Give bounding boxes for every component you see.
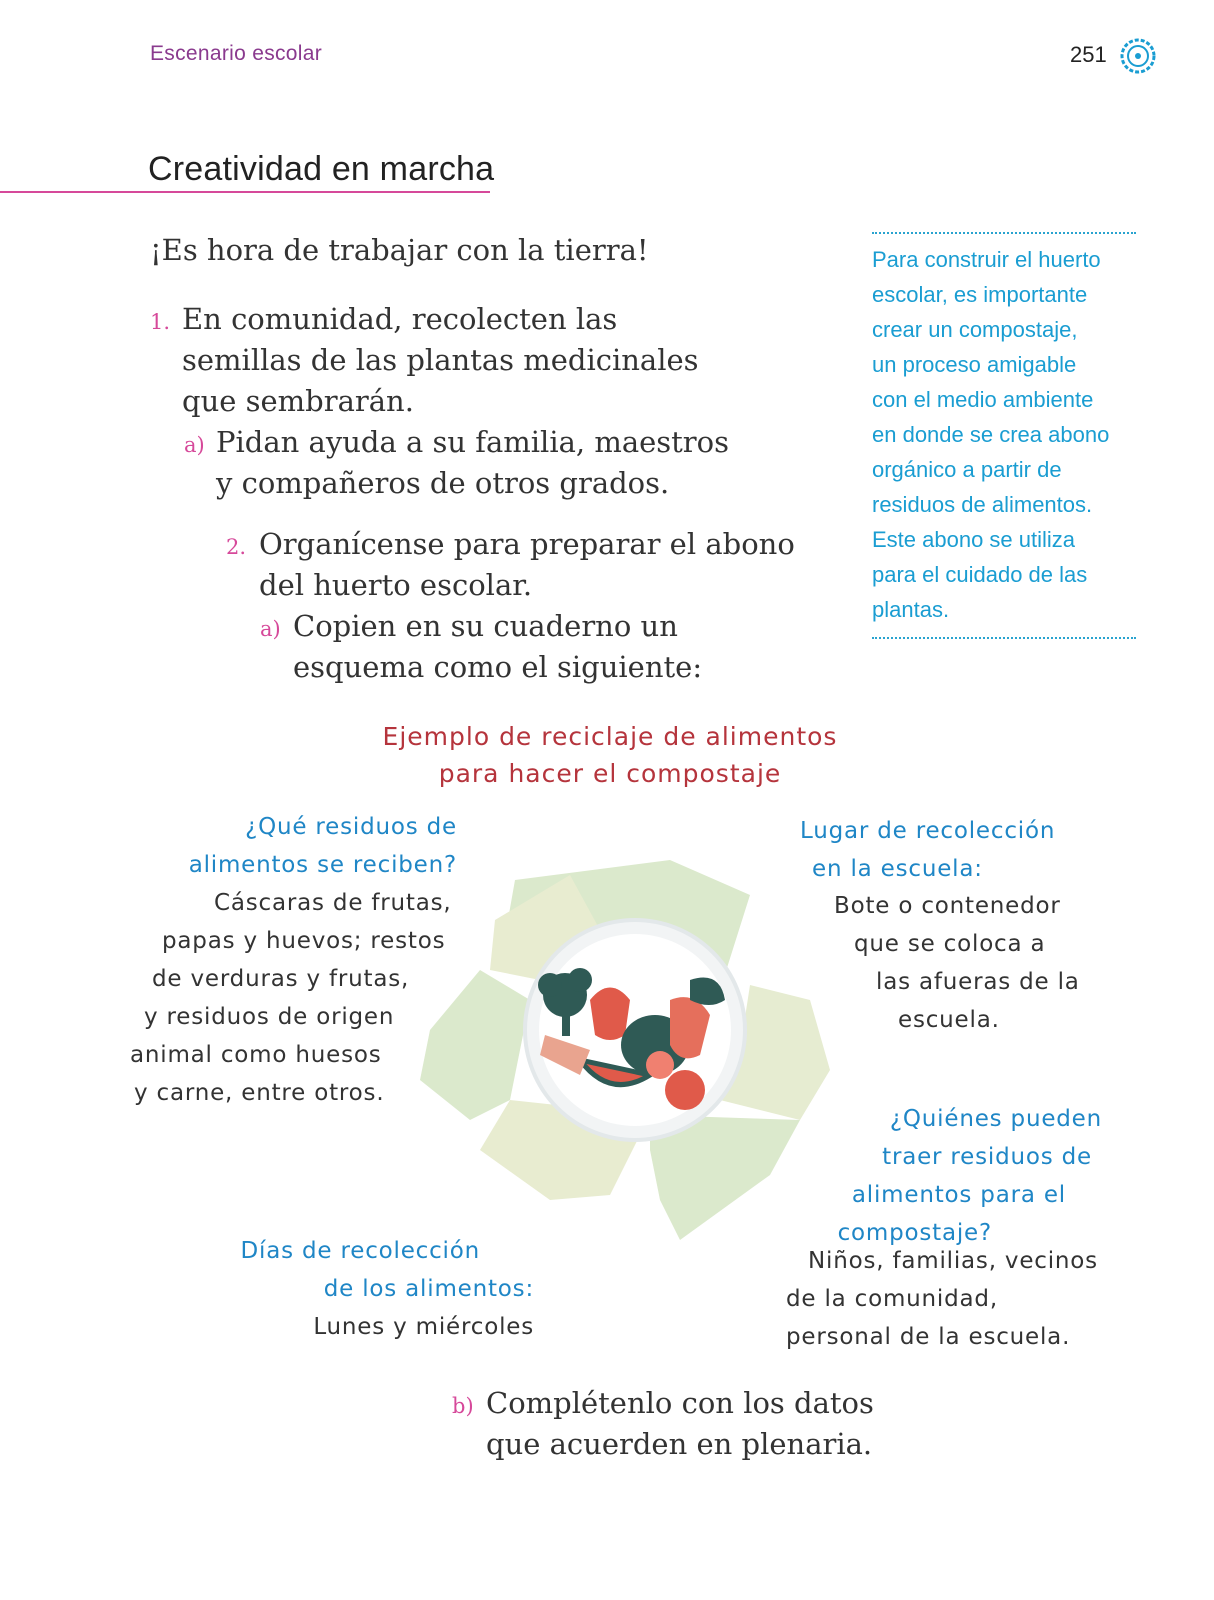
page-number: 251 xyxy=(1070,42,1107,67)
question-collection-days: Días de recolección de los alimentos: xyxy=(240,1238,534,1302)
step-2a-letter: a) xyxy=(260,617,281,641)
note-line: plantas. xyxy=(872,597,950,622)
note-line: escolar, es importante xyxy=(872,282,1088,307)
note-line: en donde se crea abono xyxy=(872,422,1110,447)
answer-collection-days: Lunes y miércoles xyxy=(313,1314,534,1340)
step-2a-text: Copien en su cuaderno un esquema como el siguiente: xyxy=(293,609,703,684)
answer-who-brings: Niños, familias, vecinos de la comunidad, personal de la escuela. xyxy=(786,1248,1098,1350)
step-2b-text: Complétenlo con los datos que acuerden en plenaria. xyxy=(486,1386,874,1461)
step-1-text: En comunidad, recolecten las semillas de las plantas medicinales que sembrarán. xyxy=(182,302,699,418)
note-line: un proceso amigable xyxy=(872,352,1077,377)
answer-collection-place: Bote o contenedor que se coloca a las afueras de la escuela. xyxy=(834,893,1080,1033)
question-food-waste: ¿Qué residuos de alimentos se reciben? xyxy=(188,814,457,878)
note-line: crear un compostaje, xyxy=(872,317,1078,342)
note-line: Para construir el huerto xyxy=(872,247,1101,272)
question-who-brings: ¿Quiénes pueden traer residuos de alimentos para el compostaje? xyxy=(837,1106,1102,1246)
question-collection-place: Lugar de recolección en la escuela: xyxy=(800,818,1056,882)
step-1-number: 1. xyxy=(150,310,171,334)
title-underline xyxy=(0,191,490,193)
sidebar-note xyxy=(872,232,1136,639)
page-title: Creatividad en marcha xyxy=(148,150,495,188)
diagram-title: Ejemplo de reciclaje de alimentos para hacer el compostaje xyxy=(382,722,838,788)
note-line: con el medio ambiente xyxy=(872,387,1094,412)
step-2-text: Organícense para preparar el abono del huerto escolar. xyxy=(259,527,795,602)
page-badge-icon xyxy=(1120,38,1156,74)
step-2b-letter: b) xyxy=(452,1394,474,1418)
note-line: orgánico a partir de xyxy=(872,457,1062,482)
intro-text: ¡Es hora de trabajar con la tierra! xyxy=(150,233,649,267)
step-1a-letter: a) xyxy=(184,433,205,457)
note-line: para el cuidado de las xyxy=(872,562,1088,587)
step-1a-text: Pidan ayuda a su familia, maestros y compañeros de otros grados. xyxy=(216,425,730,500)
recycle-arrows-icon xyxy=(420,850,840,1250)
step-2-number: 2. xyxy=(226,535,247,559)
note-line: residuos de alimentos. xyxy=(872,492,1093,517)
section-label: Escenario escolar xyxy=(150,42,323,65)
note-line: Este abono se utiliza xyxy=(872,527,1076,552)
answer-food-waste: Cáscaras de frutas, papas y huevos; restos de verduras y frutas, y residuos de origen animal como huesos y carne, entre otros. xyxy=(130,890,452,1106)
